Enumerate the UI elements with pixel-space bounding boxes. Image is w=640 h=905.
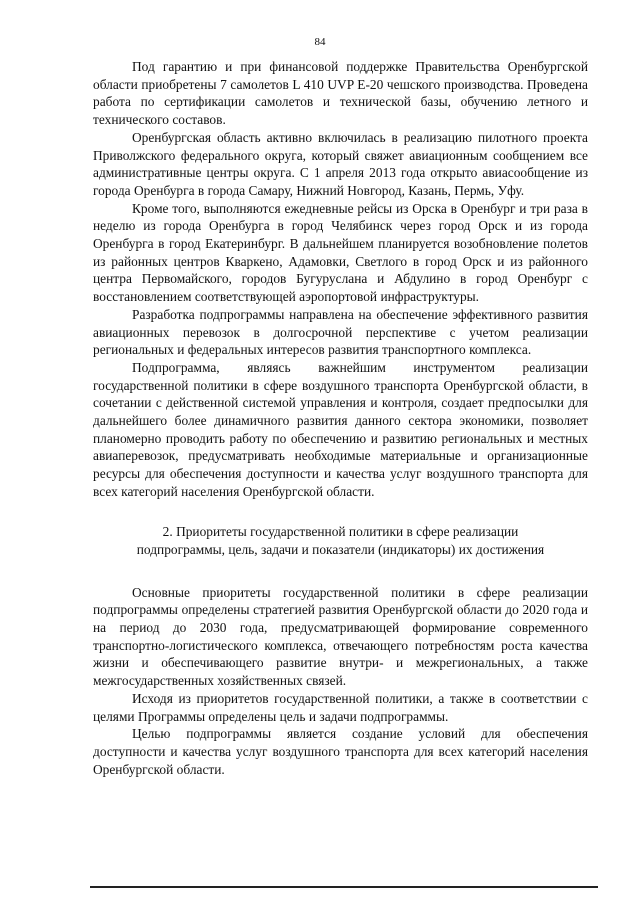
paragraph: Оренбургская область активно включилась в реализацию пилотного проекта Приволжского федерального округа, который свяжет авиационным сообщением все административные центры округа. С 1 апреля 2013 года открыто авиасообщение из города Оренбурга в города Самару, Нижний Новгород, Казань, Пермь, Уфу. [93,129,588,198]
section-heading [93,523,588,559]
paragraph: Целью подпрограммы является создание условий для обеспечения доступности и качества услуг воздушного транспорта для всех категорий населения Оренбургской области. [93,726,588,777]
paragraph: Подпрограмма, являясь важнейшим инструментом реализации государственной политики в сфере воздушного транспорта Оренбургской области, в сочетании с действенной системой управления и контроля, создает предпосылки для дальнейшего более динамичного развития данного сектора экономики, позволяет планомерно проводить работу по обеспечению и развитию региональных и местных авиаперевозок, предусматривать необходимые материальные и организационные ресурсы для обеспечения доступности и качества услуг воздушного транспорта для всех категорий населения Оренбургской области. [93,359,588,499]
paragraph: Исходя из приоритетов государственной политики, а также в соответствии с целями Программы определены цель и задачи подпрограммы. [93,690,588,724]
paragraph: Разработка подпрограммы направлена на обеспечение эффективного развития авиационных перевозок в долгосрочной перспективе с учетом реализации региональных и федеральных интересов развития транспортного комплекса. [93,306,588,358]
section-heading-line: 2. Приоритеты государственной политики в сфере реализации [162,523,519,539]
paragraph: Кроме того, выполняются ежедневные рейсы из Орска в Оренбург и три раза в неделю из города Оренбурга в город Челябинск через город Орск и из города Оренбурга в город Екатеринбург. В дальнейшем планируется возобновление полетов из районных центров Кваркено, Адамовки, Светлого в город Орск и из районного центра Первомайского, городов Бугуруслана и Абдулино в город Оренбург с восстановлением соответствующей аэропортовой инфраструктуры. [93,200,588,305]
bottom-rule [90,886,598,888]
paragraph: Основные приоритеты государственной политики в сфере реализации подпрограммы определены стратегией развития Оренбургской области до 2020 года и на период до 2030 года, предусматривающей формирование современного транспортно-логистического комплекса, отвечающего потребностям роста качества жизни и обеспечивающего развитие внутри- и межрегиональных, а также межгосударственных хозяйственных связей. [93,584,588,689]
section-heading-line: подпрограммы, цель, задачи и показатели (индикаторы) их достижения [136,541,545,557]
page-number: 84 [314,36,326,48]
paragraph: Под гарантию и при финансовой поддержке Правительства Оренбургской области приобретены 7 самолетов L 410 UVP E-20 чешского производства. Проведена работа по сертификации самолетов и технической базы, обучению летного и технического составов. [93,59,588,128]
document-body [93,58,588,778]
